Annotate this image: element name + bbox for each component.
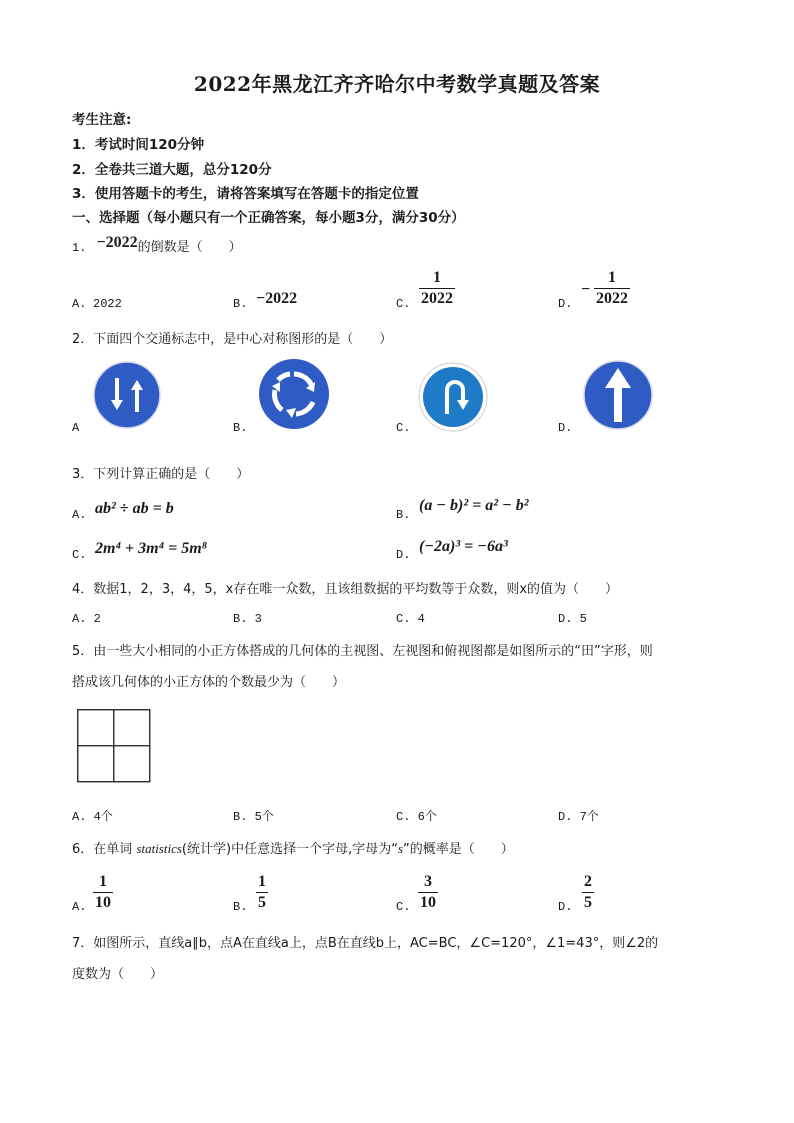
q3-option-c: 2m⁴ + 3m⁴ = 5m⁸ [95,540,208,557]
section-heading: 一、选择题（每小题只有一个正确答案，每小题3分，满分30分） [72,210,465,226]
q5-option-a: A. 4个 [72,810,113,824]
question-number: 1. [72,241,87,255]
q6-option-d-fraction [581,872,595,913]
question-4: 4．数据1，2，3，4，5，x存在唯一众数，且该组数据的平均数等于众数，则x的值为（ ） [72,582,619,597]
fraction-denominator: 10 [420,894,436,911]
q6-label-b: B. [233,900,248,914]
fraction-numerator: 1 [608,269,616,286]
q1-option-d-fraction [593,268,631,309]
q6-label-a: A. [72,900,87,914]
q6-letter: s [397,841,403,856]
q4-option-a: A. 2 [72,612,101,626]
fraction-denominator: 2022 [596,290,628,307]
fraction-numerator: 3 [424,873,432,890]
q4-option-b: B. 3 [233,612,262,626]
fraction-numerator: 1 [258,873,266,890]
q3-option-d: (−2a)³ = −6a³ [419,538,508,555]
question-5-line-1: 5．由一些大小相同的小正方体搭成的几何体的主视图、左视图和俯视图都是如图所示的“田”字形，则 [72,644,653,659]
q1-expression: −2022 [96,234,138,251]
straight-ahead-icon [583,360,653,430]
q1-text: 的倒数是（ ） [137,240,242,255]
q3-label-d: D. [396,548,411,562]
q4-option-d: D. 5 [558,612,587,626]
fraction-denominator: 5 [584,894,592,911]
q3-option-a: ab² ÷ ab = b [95,500,174,517]
q6-text-pre: 6．在单词 [72,842,137,857]
q6-option-c-fraction [417,872,439,913]
question-5-line-2: 搭成该几何体的小正方体的个数最少为（ ） [72,675,346,690]
q3-label-a: A. [72,508,87,522]
tian-grid-figure [77,709,151,783]
q1-label-b: B. [233,297,248,311]
question-1 [72,236,242,256]
q1-option-c-fraction [418,268,456,309]
notice-heading: 考生注意: [72,112,132,128]
question-7-line-1: 7．如图所示，直线a∥b，点A在直线a上，点B在直线b上，AC=BC，∠C=120°，∠1=43°，则∠2的 [72,936,659,951]
page-title: 2022年黑龙江齐齐哈尔中考数学真题及答案 [193,72,601,96]
notice-item-3: 3．使用答题卡的考生，请将答案填写在答题卡的指定位置 [72,186,419,202]
q3-label-c: C. [72,548,87,562]
u-turn-icon [418,362,488,432]
two-way-traffic-icon [92,360,162,430]
q1-label-d: D. [558,297,573,311]
question-3: 3．下列计算正确的是（ ） [72,467,250,482]
notice-item-2: 2．全卷共三道大题，总分120分 [72,162,272,178]
fraction-numerator: 1 [433,269,441,286]
q2-label-b: B. [233,421,248,435]
q6-option-b-fraction [255,872,269,913]
q1-label-a: A. [72,297,87,311]
fraction-numerator: 2 [584,873,592,890]
q6-label-c: C. [396,900,411,914]
q3-option-b: (a − b)² = a² − b² [419,497,529,514]
q1-option-b: −2022 [256,290,298,307]
q5-option-c: C. 6个 [396,810,437,824]
q2-label-d: D. [558,421,573,435]
fraction-denominator: 5 [258,894,266,911]
fraction-denominator: 10 [95,894,111,911]
q6-word: statistics [136,841,182,856]
fraction-numerator: 1 [99,873,107,890]
q6-option-a-fraction [92,872,114,913]
fraction-denominator: 2022 [421,290,453,307]
q2-label-c: C. [396,421,411,435]
q5-option-b: B. 5个 [233,810,274,824]
q1-option-d-sign: − [581,281,591,298]
question-7-line-2: 度数为（ ） [72,967,164,982]
q6-label-d: D. [558,900,573,914]
q6-text-mid: (统计学)中任意选择一个字母,字母为“ [181,842,398,857]
q3-label-b: B. [396,508,411,522]
q6-text-post: ”的概率是（ ） [403,842,514,857]
q2-label-a: A [72,421,80,435]
q5-option-d: D. 7个 [558,810,599,824]
q4-option-c: C. 4 [396,612,425,626]
q1-option-a: 2022 [93,297,122,311]
roundabout-icon [258,358,330,430]
question-2: 2．下面四个交通标志中，是中心对称图形的是（ ） [72,332,393,347]
q1-label-c: C. [396,297,411,311]
question-6 [72,838,514,857]
notice-item-1: 1．考试时间120分钟 [72,137,205,153]
